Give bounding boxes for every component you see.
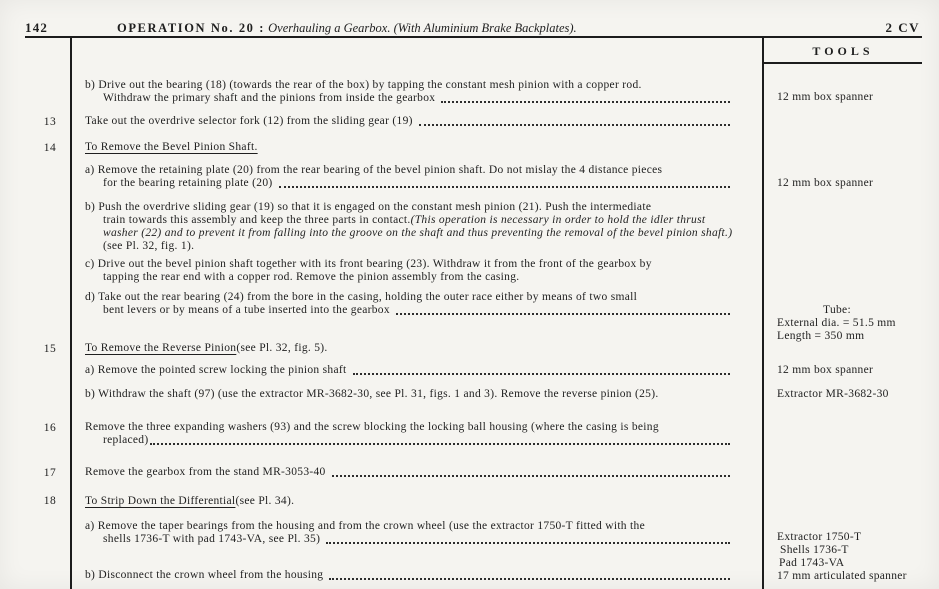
step-number-13: 13 (43, 116, 57, 128)
instruction-line: bent levers or by means of a tube inserted into the gearbox (85, 304, 732, 317)
instruction-line: washer (22) and to prevent it from falling into the groove on the shaft and thus preventing the removal of the bevel pinion shaft.) (103, 227, 733, 239)
step-18-item-b (85, 569, 732, 582)
step-18-heading: To Strip Down the Differential (see Pl. 34). (85, 495, 295, 507)
instruction-line: b) Withdraw the shaft (97) (use the extractor MR-3682-30, see Pl. 31, figs. 1 and 3). Remove the reverse pinion (25). (85, 388, 659, 400)
step-number-15: 15 (43, 343, 57, 355)
instruction-line: d) Take out the rear bearing (24) from the bore in the casing, holding the outer race either by means of two small (85, 291, 638, 303)
tool-entry-differential-set (777, 531, 927, 570)
dotted-leader (329, 569, 730, 580)
instruction-line: tapping the rear end with a copper rod. Remove the pinion assembly from the casing. (103, 271, 520, 283)
dotted-leader (332, 466, 730, 477)
instruction-line: c) Drive out the bevel pinion shaft together with its front bearing (23). Withdraw it from the front of the gearbox by (85, 258, 652, 270)
model-badge: 2 CV (885, 20, 920, 35)
tool-tube-length: Length = 350 mm (777, 330, 865, 342)
instruction-line: b) Drive out the bearing (18) (towards the rear of the box) by tapping the constant mesh pinion with a copper rod. (85, 79, 642, 91)
instruction-line: train towards this assembly and keep the three parts in contact. (This operation is necessary in order to hold the idler thrust (103, 214, 706, 226)
tools-column-divider (762, 38, 764, 589)
step-16-item (85, 421, 732, 447)
step-14-item-d (85, 291, 732, 317)
tool-entry-box-spanner-2: 12 mm box spanner (777, 177, 874, 189)
tool-pad-1743: Pad 1743-VA (779, 557, 845, 569)
tools-header: TOOLS (812, 44, 874, 58)
dotted-leader (279, 177, 731, 188)
instruction-line: Withdraw the primary shaft and the pinions from inside the gearbox (85, 92, 732, 105)
instruction-line: a) Remove the pointed screw locking the pinion shaft (85, 364, 732, 377)
step-15-heading: To Remove the Reverse Pinion (see Pl. 32, fig. 5). (85, 342, 328, 354)
instruction-line: replaced) (85, 434, 732, 447)
instruction-line: Remove the gearbox from the stand MR-3053-40 (85, 466, 732, 479)
dotted-leader (419, 115, 730, 126)
step-14-item-a (85, 164, 732, 190)
tool-extractor-1750: Extractor 1750-T (777, 531, 862, 543)
tools-header-rule (762, 62, 922, 64)
instruction-line: shells 1736-T with pad 1743-VA, see Pl. 35) (85, 533, 732, 546)
step-number-17: 17 (43, 467, 57, 479)
instruction-line: b) Disconnect the crown wheel from the housing (85, 569, 732, 582)
tool-tube-title: Tube: (823, 304, 851, 316)
step-13-item (85, 115, 732, 128)
step-number-18: 18 (43, 495, 57, 507)
step-12b-item (85, 79, 732, 105)
tool-entry-extractor-3682: Extractor MR-3682-30 (777, 388, 889, 400)
tool-entry-articulated-spanner: 17 mm articulated spanner (777, 570, 907, 582)
step-15-item-b (85, 388, 732, 401)
operation-label: OPERATION No. 20 : (117, 21, 266, 35)
step-number-14: 14 (43, 142, 57, 154)
step-14-item-c (85, 258, 732, 284)
dotted-leader (353, 364, 730, 375)
left-column-divider (70, 38, 72, 589)
instruction-line: (see Pl. 32, fig. 1). (103, 240, 195, 252)
tool-entry-box-spanner-1: 12 mm box spanner (777, 91, 874, 103)
dotted-leader (326, 533, 730, 544)
instruction-line: Take out the overdrive selector fork (12) from the sliding gear (19) (85, 115, 732, 128)
step-number-16: 16 (43, 422, 57, 434)
step-15-item-a (85, 364, 732, 377)
step-18-item-a (85, 520, 732, 546)
instruction-line: a) Remove the retaining plate (20) from the rear bearing of the bevel pinion shaft. Do not mislay the 4 distance pieces (85, 164, 663, 176)
tool-tube-diameter: External dia. = 51.5 mm (777, 317, 896, 329)
operation-title (117, 21, 577, 36)
tool-entry-box-spanner-3: 12 mm box spanner (777, 364, 874, 376)
step-14-item-b (85, 201, 732, 253)
page-number: 142 (25, 20, 49, 35)
step-17-item (85, 466, 732, 479)
dotted-leader (150, 434, 730, 445)
instruction-line: for the bearing retaining plate (20) (85, 177, 732, 190)
dotted-leader (396, 304, 730, 315)
step-14-heading: To Remove the Bevel Pinion Shaft. (85, 141, 258, 153)
header-rule (25, 36, 922, 38)
dotted-leader (441, 92, 730, 103)
tool-entry-tube (777, 304, 927, 343)
instruction-line: a) Remove the taper bearings from the housing and from the crown wheel (use the extractor 1750-T fitted with the (85, 520, 645, 532)
operation-subtitle: Overhauling a Gearbox. (With Aluminium Brake Backplates). (268, 21, 577, 35)
instruction-line: b) Push the overdrive sliding gear (19) so that it is engaged on the constant mesh pinion (21). Push the intermediate (85, 201, 652, 213)
instruction-line: Remove the three expanding washers (93) and the screw blocking the locking ball housing (where the casing is being (85, 421, 659, 433)
tool-shells-1736: Shells 1736-T (780, 544, 849, 556)
